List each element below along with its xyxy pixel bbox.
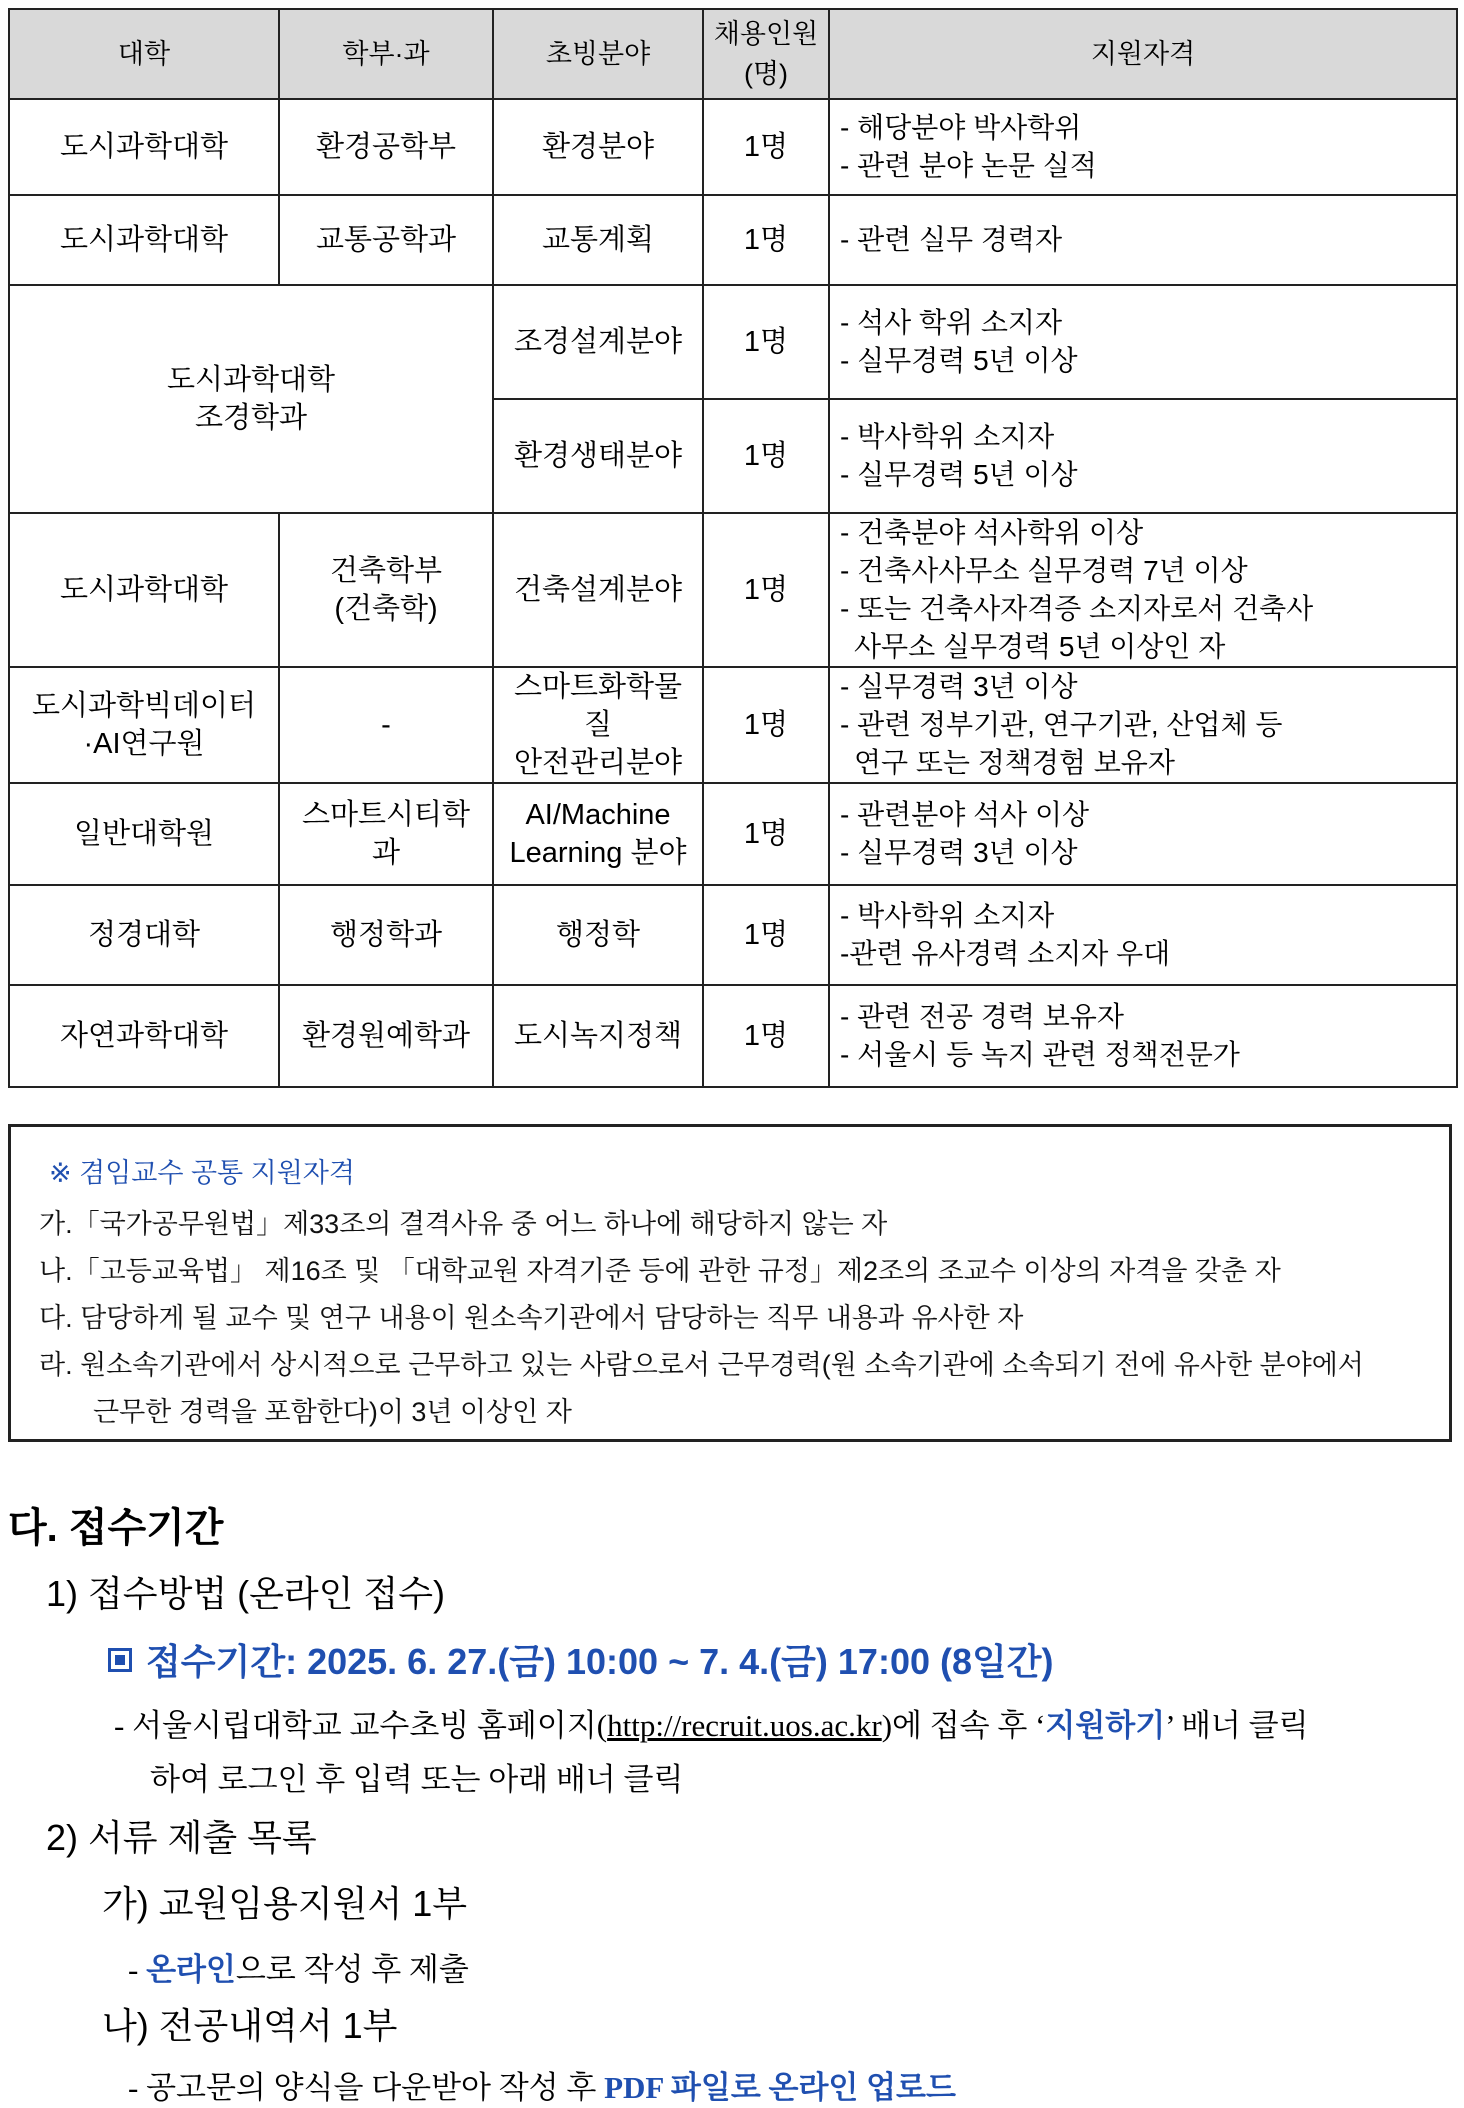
cell-requirements: - 박사학위 소지자 -관련 유사경력 소지자 우대 <box>829 885 1457 985</box>
application-period: 접수기간: 2025. 6. 27.(금) 10:00 ~ 7. 4.(금) 17:00 (8일간) <box>108 1634 1054 1685</box>
cell-requirements: - 박사학위 소지자 - 실무경력 5년 이상 <box>829 399 1457 513</box>
header-count: 채용인원 (명) <box>703 9 829 99</box>
cell-requirements: - 관련 전공 경력 보유자 - 서울시 등 녹지 관련 정책전문가 <box>829 985 1457 1087</box>
cell-college: 정경대학 <box>9 885 279 985</box>
cell-field: 조경설계분야 <box>493 285 703 399</box>
document-b: 나) 전공내역서 1부 <box>102 2005 398 2046</box>
cell-requirements: - 실무경력 3년 이상 - 관련 정부기관, 연구기관, 산업체 등 연구 또는 정책경험 보유자 <box>829 667 1457 783</box>
cell-field: 환경분야 <box>493 99 703 195</box>
apply-instruction: - 서울시립대학교 교수초빙 홈페이지(http://recruit.uos.ac.kr)에 접속 후 ‘지원하기’ 배너 클릭 <box>114 1708 1309 1743</box>
cell-requirements: - 건축분야 석사학위 이상 - 건축사사무소 실무경력 7년 이상 - 또는 건축사자격증 소지자로서 건축사 사무소 실무경력 5년 이상인 자 <box>829 513 1457 667</box>
cell-count: 1명 <box>703 195 829 285</box>
cell-field: 교통계획 <box>493 195 703 285</box>
document-a: 가) 교원임용지원서 1부 <box>102 1883 467 1924</box>
cell-requirements: - 해당분야 박사학위 - 관련 분야 논문 실적 <box>829 99 1457 195</box>
qualification-item: 라. 원소속기관에서 상시적으로 근무하고 있는 사람으로서 근무경력(원 소속기관에 소속되기 전에 유사한 분야에서 <box>39 1350 1364 1380</box>
qualification-item: 나.「고등교육법」 제16조 및 「대학교원 자격기준 등에 관한 규정」제2조의 조교수 이상의 자격을 갖춘 자 <box>39 1256 1281 1286</box>
table-row <box>9 985 1457 1087</box>
common-qualifications-box <box>8 1124 1452 1442</box>
cell-count: 1명 <box>703 285 829 399</box>
cell-college-merged: 도시과학대학 조경학과 <box>9 285 493 513</box>
cell-college: 도시과학대학 <box>9 195 279 285</box>
cell-requirements: - 석사 학위 소지자 - 실무경력 5년 이상 <box>829 285 1457 399</box>
table-row <box>9 195 1457 285</box>
table-row <box>9 783 1457 885</box>
qualification-item: 다. 담당하게 될 교수 및 연구 내용이 원소속기관에서 담당하는 직무 내용과 유사한 자 <box>39 1303 1024 1333</box>
cell-count: 1명 <box>703 985 829 1087</box>
table-row <box>9 513 1457 667</box>
cell-requirements: - 관련 실무 경력자 <box>829 195 1457 285</box>
document-a-note: - 온라인으로 작성 후 제출 <box>128 1952 469 1987</box>
cell-dept: 교통공학과 <box>279 195 493 285</box>
cell-field: 건축설계분야 <box>493 513 703 667</box>
recruitment-table <box>8 8 1458 1088</box>
cell-college: 자연과학대학 <box>9 985 279 1087</box>
cell-requirements: - 관련분야 석사 이상 - 실무경력 3년 이상 <box>829 783 1457 885</box>
table-header-row <box>9 9 1457 99</box>
cell-field: 행정학 <box>493 885 703 985</box>
header-dept: 학부·과 <box>279 9 493 99</box>
cell-count: 1명 <box>703 667 829 783</box>
cell-dept: 환경공학부 <box>279 99 493 195</box>
header-requirements: 지원자격 <box>829 9 1457 99</box>
cell-field: 환경생태분야 <box>493 399 703 513</box>
cell-dept: 행정학과 <box>279 885 493 985</box>
cell-count: 1명 <box>703 399 829 513</box>
table-row <box>9 99 1457 195</box>
documents-heading: 2) 서류 제출 목록 <box>46 1817 317 1858</box>
document-b-note: - 공고문의 양식을 다운받아 작성 후 PDF 파일로 온라인 업로드 <box>128 2070 956 2105</box>
cell-count: 1명 <box>703 99 829 195</box>
cell-count: 1명 <box>703 885 829 985</box>
cell-college: 도시과학대학 <box>9 99 279 195</box>
cell-dept: 환경원예학과 <box>279 985 493 1087</box>
cell-field: 도시녹지정책 <box>493 985 703 1087</box>
cell-dept: 스마트시티학과 <box>279 783 493 885</box>
cell-college: 일반대학원 <box>9 783 279 885</box>
cell-college: 도시과학대학 <box>9 513 279 667</box>
header-college: 대학 <box>9 9 279 99</box>
square-bullet-icon <box>108 1648 132 1672</box>
cell-count: 1명 <box>703 513 829 667</box>
table-row <box>9 885 1457 985</box>
apply-instruction-cont: 하여 로그인 후 입력 또는 아래 배너 클릭 <box>150 1762 684 1797</box>
cell-count: 1명 <box>703 783 829 885</box>
section-title: 다. 접수기간 <box>8 1506 224 1550</box>
cell-college: 도시과학빅데이터 ·AI연구원 <box>9 667 279 783</box>
table-row <box>9 285 1457 399</box>
cell-field: AI/Machine Learning 분야 <box>493 783 703 885</box>
cell-dept: 건축학부 (건축학) <box>279 513 493 667</box>
qualification-item: 근무한 경력을 포함한다)이 3년 이상인 자 <box>93 1397 572 1427</box>
common-qualifications-title: ※ 겸임교수 공통 지원자격 <box>49 1158 355 1188</box>
table-row <box>9 667 1457 783</box>
cell-field: 스마트화학물질 안전관리분야 <box>493 667 703 783</box>
cell-dept: - <box>279 667 493 783</box>
header-field: 초빙분야 <box>493 9 703 99</box>
qualification-item: 가.「국가공무원법」제33조의 결격사유 중 어느 하나에 해당하지 않는 자 <box>39 1209 888 1239</box>
method-heading: 1) 접수방법 (온라인 접수) <box>46 1573 445 1614</box>
recruit-link[interactable]: http://recruit.uos.ac.kr <box>607 1708 882 1743</box>
